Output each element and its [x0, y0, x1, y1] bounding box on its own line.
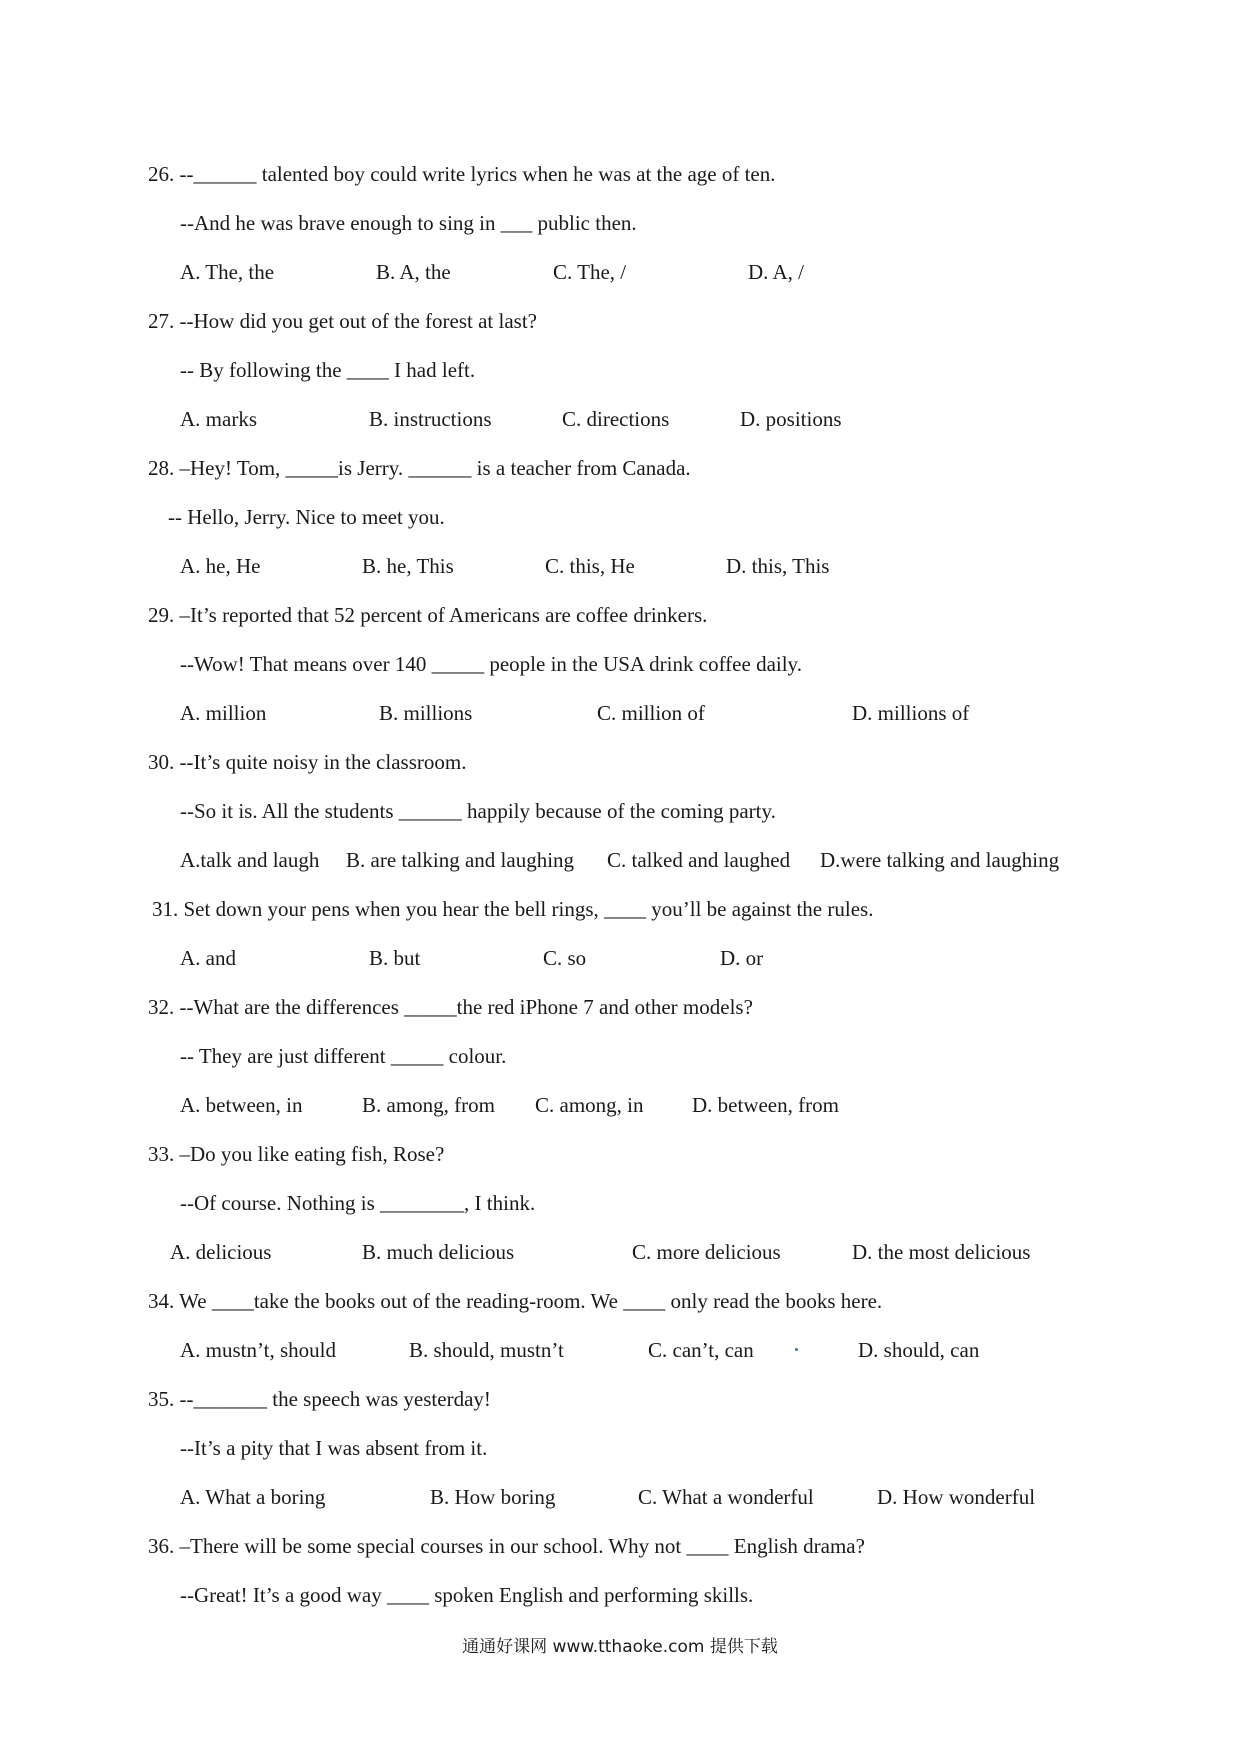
question-26-option-a: A. The, the	[180, 260, 275, 284]
scan-speck	[795, 1348, 798, 1351]
question-28-reply: -- Hello, Jerry. Nice to meet you.	[168, 505, 445, 529]
question-36-stem: 36. –There will be some special courses in our school. Why not ____ English drama?	[148, 1534, 865, 1558]
question-34-option-b: B. should, mustn’t	[409, 1338, 564, 1362]
question-30-option-c: C. talked and laughed	[607, 848, 791, 872]
question-27-option-d: D. positions	[740, 407, 842, 431]
question-26-stem: 26. --______ talented boy could write lyrics when he was at the age of ten.	[148, 162, 776, 186]
question-30-option-b: B. are talking and laughing	[346, 848, 575, 872]
question-32-stem: 32. --What are the differences _____the red iPhone 7 and other models?	[148, 995, 753, 1019]
question-33-option-a: A. delicious	[170, 1240, 272, 1264]
question-29-option-d: D. millions of	[852, 701, 970, 725]
question-29-option-c: C. million of	[597, 701, 705, 725]
question-35-option-d: D. How wonderful	[877, 1485, 1036, 1509]
question-32-option-d: D. between, from	[692, 1093, 839, 1117]
question-29-reply: --Wow! That means over 140 _____ people in the USA drink coffee daily.	[180, 652, 802, 676]
question-36-reply: --Great! It’s a good way ____ spoken English and performing skills.	[180, 1583, 754, 1607]
question-31-stem: 31. Set down your pens when you hear the bell rings, ____ you’ll be against the rules.	[152, 897, 874, 921]
question-34-option-d: D. should, can	[858, 1338, 980, 1362]
question-34-stem: 34. We ____take the books out of the reading-room. We ____ only read the books here.	[148, 1289, 883, 1313]
question-32-option-a: A. between, in	[180, 1093, 303, 1117]
question-28-option-c: C. this, He	[545, 554, 635, 578]
question-26-reply: --And he was brave enough to sing in ___ public then.	[180, 211, 637, 235]
question-30-reply: --So it is. All the students ______ happily because of the coming party.	[180, 799, 776, 823]
question-29-stem: 29. –It’s reported that 52 percent of Americans are coffee drinkers.	[148, 603, 708, 627]
question-35-option-a: A. What a boring	[180, 1485, 326, 1509]
question-33-reply: --Of course. Nothing is ________, I think.	[180, 1191, 536, 1215]
question-30-stem: 30. --It’s quite noisy in the classroom.	[148, 750, 467, 774]
question-32-option-b: B. among, from	[362, 1093, 495, 1117]
question-31-option-d: D. or	[720, 946, 764, 970]
question-35-option-c: C. What a wonderful	[638, 1485, 814, 1509]
question-28-option-b: B. he, This	[362, 554, 454, 578]
question-28-stem: 28. –Hey! Tom, _____is Jerry. ______ is a teacher from Canada.	[148, 456, 691, 480]
question-27-reply: -- By following the ____ I had left.	[180, 358, 476, 382]
question-34-option-c: C. can’t, can	[648, 1338, 754, 1362]
question-31-option-b: B. but	[369, 946, 421, 970]
question-26-option-c: C. The, /	[553, 260, 627, 284]
question-35-reply: --It’s a pity that I was absent from it.	[180, 1436, 488, 1460]
question-31-option-c: C. so	[543, 946, 587, 970]
question-35-option-b: B. How boring	[430, 1485, 556, 1509]
question-26-option-d: D. A, /	[748, 260, 805, 284]
question-27-option-c: C. directions	[562, 407, 670, 431]
question-26-option-b: B. A, the	[376, 260, 451, 284]
page-footer: 通通好课网 www.tthaoke.com 提供下载	[462, 1637, 778, 1657]
question-28-option-a: A. he, He	[180, 554, 261, 578]
question-34-option-a: A. mustn’t, should	[180, 1338, 336, 1362]
question-30-option-d: D.were talking and laughing	[820, 848, 1060, 872]
question-29-option-b: B. millions	[379, 701, 473, 725]
question-28-option-d: D. this, This	[726, 554, 830, 578]
question-35-stem: 35. --_______ the speech was yesterday!	[148, 1387, 491, 1411]
question-27-stem: 27. --How did you get out of the forest at last?	[148, 309, 537, 333]
question-32-reply: -- They are just different _____ colour.	[180, 1044, 507, 1068]
question-27-option-b: B. instructions	[369, 407, 492, 431]
question-29-option-a: A. million	[180, 701, 267, 725]
question-30-option-a: A.talk and laugh	[180, 848, 320, 872]
question-31-option-a: A. and	[180, 946, 236, 970]
question-33-option-b: B. much delicious	[362, 1240, 515, 1264]
question-33-option-c: C. more delicious	[632, 1240, 781, 1264]
question-32-option-c: C. among, in	[535, 1093, 644, 1117]
question-33-stem: 33. –Do you like eating fish, Rose?	[148, 1142, 445, 1166]
question-33-option-d: D. the most delicious	[852, 1240, 1031, 1264]
question-27-option-a: A. marks	[180, 407, 257, 431]
